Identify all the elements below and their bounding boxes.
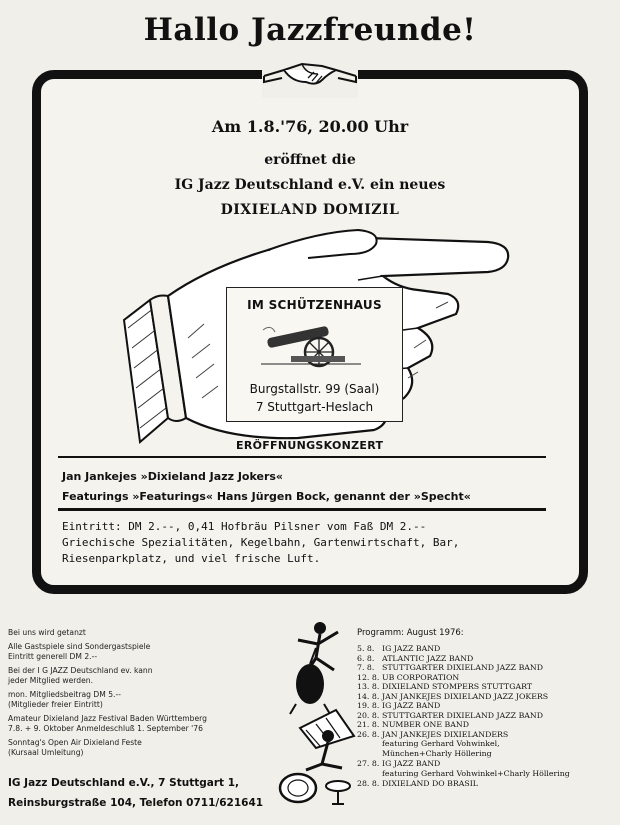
musicians-illustration xyxy=(276,618,360,808)
programme-band: IG JAZZ BAND xyxy=(382,644,441,653)
entry-line-3: Riesenparkplatz, und viel frische Luft. xyxy=(62,552,321,565)
club-info-membership: Bei der I G JAZZ Deutschland ev. kann jeder Mitglied werden. xyxy=(8,666,153,685)
programme-date: 19. 8. xyxy=(357,701,380,710)
programme-row xyxy=(357,759,619,769)
programme-date: 7. 8. xyxy=(357,663,375,672)
programme-featuring: featuring Gerhard Vohwinkel, xyxy=(382,739,500,748)
headline: Hallo Jazzfreunde! xyxy=(143,12,477,48)
divider-top xyxy=(58,456,546,458)
programme-date: 26. 8. xyxy=(357,729,380,739)
programme-date: 20. 8. xyxy=(357,710,380,720)
entry-line-1: Eintritt: DM 2.--, 0,41 Hofbräu Pilsner vom Faß DM 2.-- xyxy=(62,520,427,533)
address-line-2: Reinsburgstraße 104, Telefon 0711/621641 xyxy=(8,797,264,809)
handshake-icon xyxy=(262,52,358,98)
programme-title: Programm: August 1976: xyxy=(357,628,464,638)
club-info-dancing: Bei uns wird getanzt xyxy=(8,628,86,637)
programme-row xyxy=(357,730,619,740)
programme-date: 27. 8. xyxy=(357,759,380,768)
programme-band: NUMBER ONE BAND xyxy=(382,720,469,729)
venue-street: Burgstallstr. 99 (Saal) xyxy=(249,382,380,396)
programme-featuring: München+Charly Höllering xyxy=(382,748,492,758)
club-info-festival: Amateur Dixieland Jazz Festival Baden Württemberg 7.8. + 9. Oktober Anmeldeschluß 1. September '76 xyxy=(8,714,207,733)
programme-band: JAN JANKEJES DIXIELAND JAZZ JOKERS xyxy=(382,691,549,701)
programme-band: ATLANTIC JAZZ BAND xyxy=(382,653,474,663)
programme-row xyxy=(357,644,619,654)
programme-band: IG JAZZ BAND xyxy=(382,701,441,710)
programme-date: 21. 8. xyxy=(357,720,380,729)
address-line-1: IG Jazz Deutschland e.V., 7 Stuttgart 1, xyxy=(8,777,239,789)
venue-name: IM SCHÜTZENHAUS xyxy=(247,298,382,312)
programme-band: STUTTGARTER DIXIELAND JAZZ BAND xyxy=(382,663,544,672)
programme-row xyxy=(357,711,619,721)
venue-city: 7 Stuttgart-Heslach xyxy=(255,400,374,414)
programme-row xyxy=(357,673,619,683)
programme-list xyxy=(357,644,619,789)
cannon-icon xyxy=(261,318,361,370)
programme-band: DIXIELAND DO BRASIL xyxy=(382,779,478,788)
opening-line-3: DIXIELAND DOMIZIL xyxy=(220,202,400,218)
entry-line-2: Griechische Spezialitäten, Kegelbahn, Gartenwirtschaft, Bar, xyxy=(62,536,460,549)
divider-bottom xyxy=(58,508,546,511)
club-info-open-air: Sonntag's Open Air Dixieland Feste (Kursaal Umleitung) xyxy=(8,738,142,757)
event-date: Am 1.8.'76, 20.00 Uhr xyxy=(211,117,409,136)
club-info-fee: mon. Mitgliedsbeitrag DM 5.-- (Mitglieder freier Eintritt) xyxy=(8,690,121,709)
club-info-guest-shows: Alle Gastspiele sind Sondergastspiele Eintritt generell DM 2.-- xyxy=(8,642,151,661)
programme-featuring: featuring Gerhard Vohwinkel+Charly Höllering xyxy=(382,768,570,778)
opening-line-1: eröffnet die xyxy=(264,152,356,168)
programme-date: 28. 8. xyxy=(357,779,380,788)
programme-row xyxy=(357,720,619,730)
programme-row xyxy=(357,654,619,664)
programme-band: DIXIELAND STOMPERS STUTTGART xyxy=(382,682,533,691)
opening-line-2: IG Jazz Deutschland e.V. ein neues xyxy=(174,177,446,193)
entry-info xyxy=(62,519,532,567)
programme-band: UB CORPORATION xyxy=(382,672,460,682)
programme-date: 14. 8. xyxy=(357,691,380,701)
programme-row xyxy=(357,692,619,702)
programme-row xyxy=(357,701,619,711)
opening-concert-label: ERÖFFNUNGSKONZERT xyxy=(236,439,384,452)
programme-date: 13. 8. xyxy=(357,682,380,691)
band-line-1: Jan Jankejes »Dixieland Jazz Jokers« xyxy=(62,470,284,483)
programme-date: 12. 8. xyxy=(357,672,380,682)
programme-row xyxy=(357,682,619,692)
band-line-2: Featurings »Featurings« Hans Jürgen Bock, genannt der »Specht« xyxy=(62,490,471,503)
programme-date: 6. 8. xyxy=(357,653,375,663)
venue-card xyxy=(226,287,403,422)
programme-band: IG JAZZ BAND xyxy=(382,759,441,768)
programme-date: 5. 8. xyxy=(357,644,375,653)
programme-row xyxy=(357,779,619,789)
programme-band: JAN JANKEJES DIXIELANDERS xyxy=(382,729,509,739)
programme-row xyxy=(357,663,619,673)
club-info xyxy=(8,628,280,762)
programme-band: STUTTGARTER DIXIELAND JAZZ BAND xyxy=(382,710,544,720)
